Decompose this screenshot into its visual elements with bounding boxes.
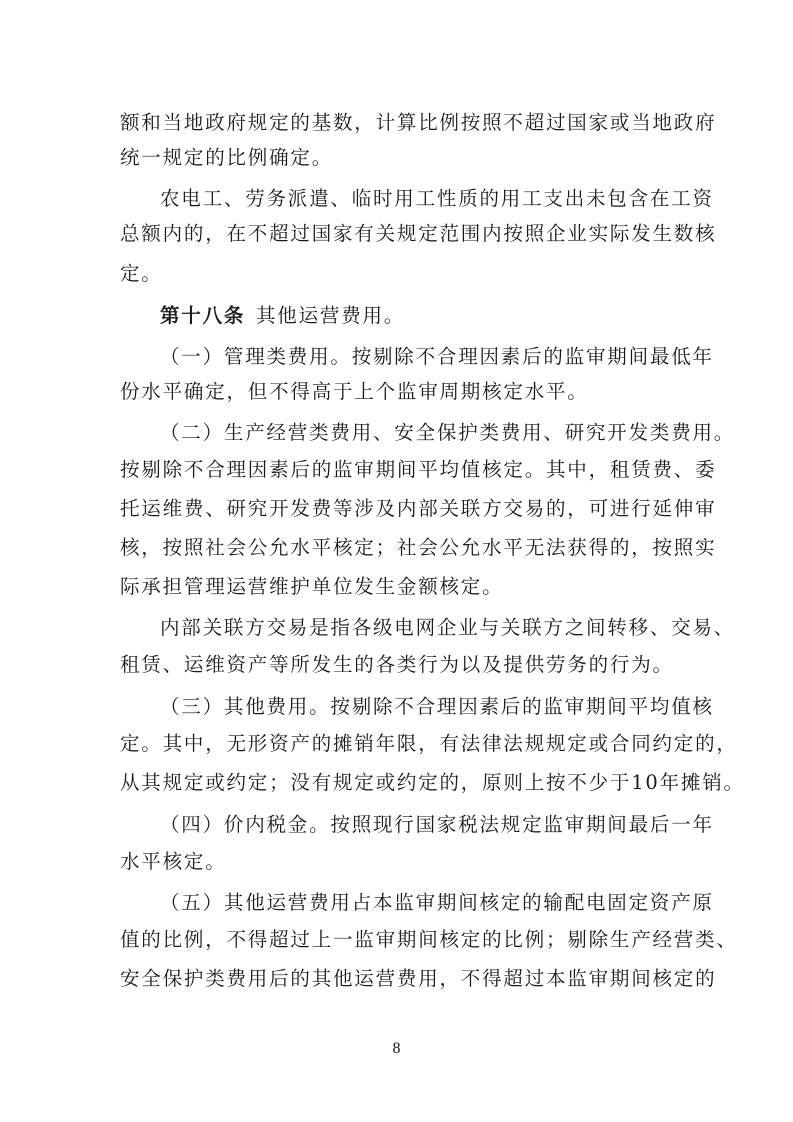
text-line: （三）其他费用。按剔除不合理因素后的监审期间平均值核 — [160, 695, 714, 718]
text-line: 值的比例，不得超过上一监审期间核定的比例；剔除生产经营类、 — [120, 928, 738, 951]
text-line: 水平核定。 — [120, 850, 227, 873]
text-line: 总额内的，在不超过国家有关规定范围内按照企业实际发生数核 — [120, 222, 717, 245]
article-title: 其他运营费用。 — [256, 304, 406, 327]
text-line: 按剔除不合理因素后的监审期间平均值核定。其中，租赁费、委 — [120, 458, 717, 481]
text-line: 统一规定的比例确定。 — [120, 146, 334, 169]
text-line: 额和当地政府规定的基数，计算比例按照不超过国家或当地政府 — [120, 111, 717, 134]
text-line: 内部关联方交易是指各级电网企业与关联方之间转移、交易、 — [160, 616, 736, 639]
text-line: 从其规定或约定；没有规定或约定的，原则上按不少于10年摊销。 — [120, 771, 745, 794]
text-line: 定。 — [120, 262, 163, 285]
article-heading: 第十八条 — [160, 304, 246, 327]
text-line: （五）其他运营费用占本监审期间核定的输配电固定资产原 — [160, 891, 714, 914]
text-line: 租赁、运维资产等所发生的各类行为以及提供劳务的行为。 — [120, 653, 674, 676]
text-line: 安全保护类费用后的其他运营费用，不得超过本监审期间核定的 — [120, 967, 717, 990]
text-line: 份水平确定，但不得高于上个监审周期核定水平。 — [120, 380, 589, 403]
text-line: （四）价内税金。按照现行国家税法规定监审期间最后一年 — [160, 813, 714, 836]
text-line: 定。其中，无形资产的摊销年限，有法律法规规定或合同约定的， — [120, 732, 738, 755]
text-line: （一）管理类费用。按剔除不合理因素后的监审期间最低年 — [160, 345, 714, 368]
text-line: 核，按照社会公允水平核定；社会公允水平无法获得的，按照实 — [120, 536, 717, 559]
text-line: 托运维费、研究开发费等涉及内部关联方交易的，可进行延伸审 — [120, 497, 717, 520]
page-number: 8 — [392, 1040, 401, 1057]
text-line: 农电工、劳务派遣、临时用工性质的用工支出未包含在工资 — [160, 187, 714, 210]
text-line: 际承担管理运营维护单位发生金额核定。 — [120, 575, 504, 598]
text-line: （二）生产经营类费用、安全保护类费用、研究开发类费用。 — [160, 421, 736, 444]
